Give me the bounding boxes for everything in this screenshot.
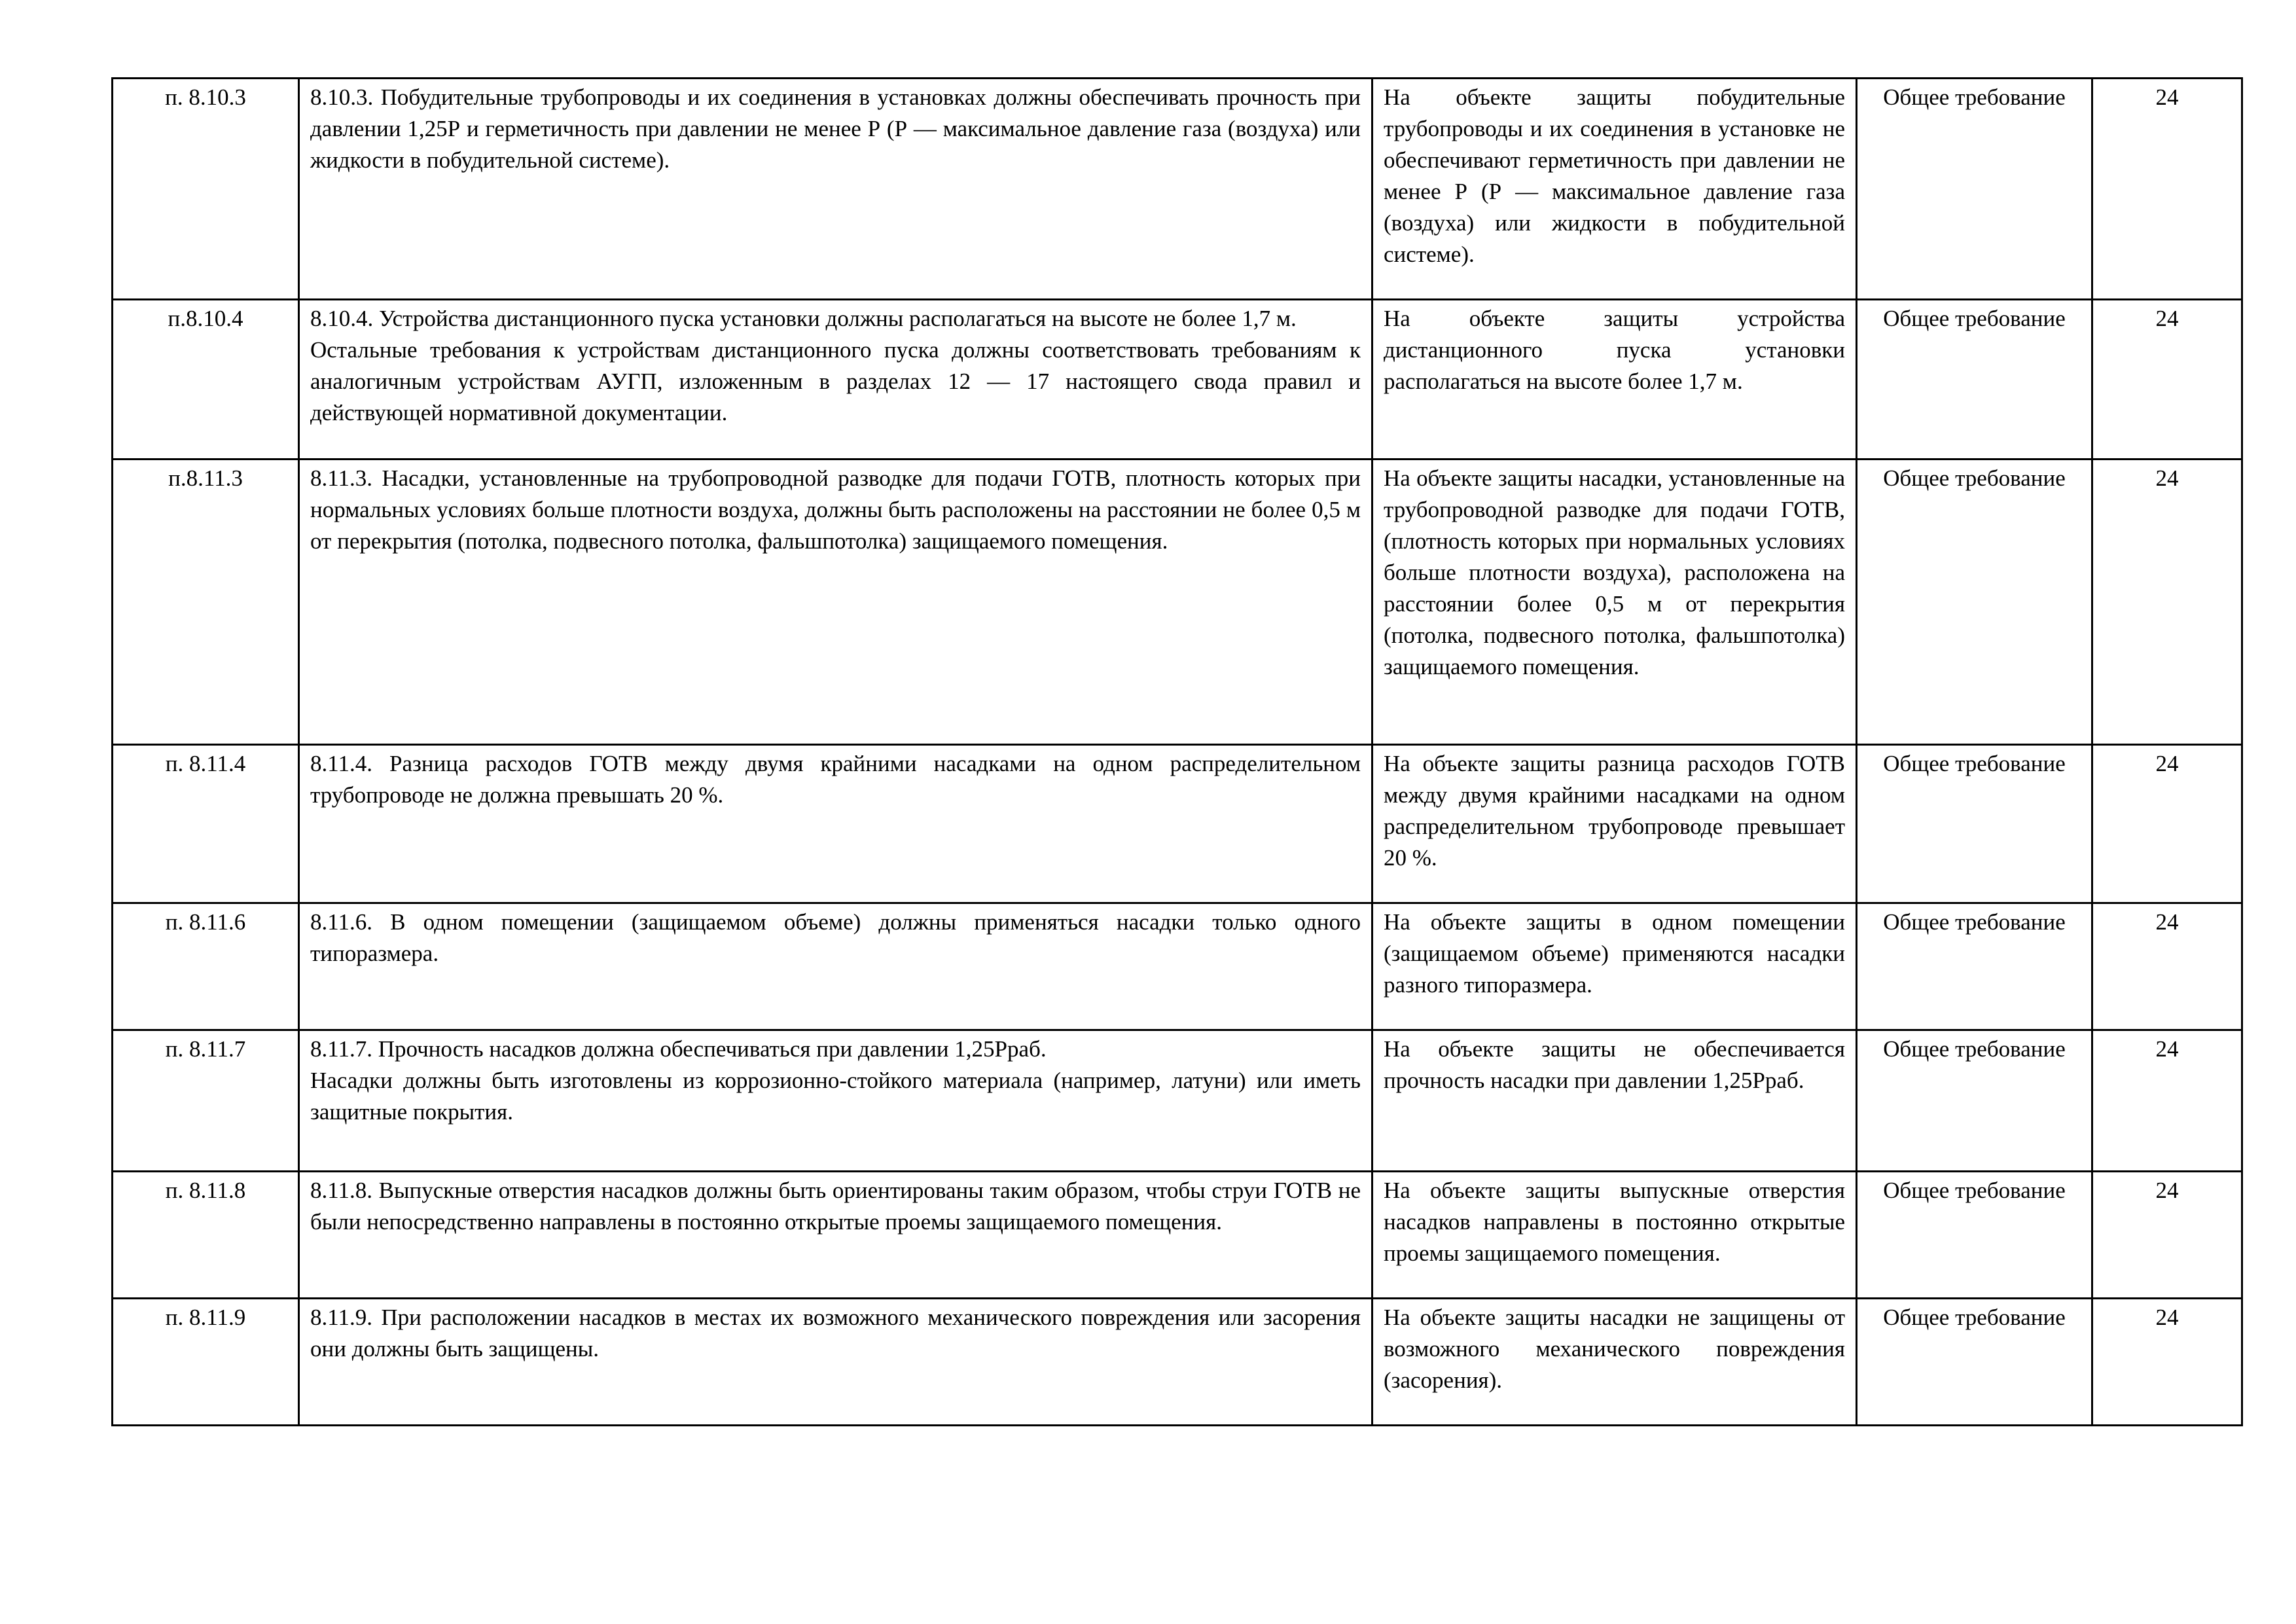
requirement-text-cell <box>299 1172 1372 1299</box>
violation-description-cell: На объекте защиты насадки, установленные на трубопроводной разводке для подачи ГОТВ, (плотность которых при нормальных условиях больше плотности воздуха), расположена на расстоянии более 0,5 м от перекрытия (потолка, подвесного потолка, фальшпотолка) защищаемого помещения. <box>1372 460 1857 745</box>
reference-number-cell: 24 <box>2092 1030 2242 1172</box>
reference-number-cell: 24 <box>2092 745 2242 903</box>
requirement-type-cell: Общее требование <box>1857 460 2092 745</box>
requirement-paragraph: 8.11.6. В одном помещении (защищаемом объеме) должны применяться насадки только одного типоразмера. <box>310 909 1361 966</box>
requirement-type-cell: Общее требование <box>1857 745 2092 903</box>
requirement-type-cell: Общее требование <box>1857 79 2092 300</box>
clause-number-cell: п.8.10.4 <box>113 300 299 460</box>
requirement-type-cell: Общее требование <box>1857 1030 2092 1172</box>
violation-description-cell: На объекте защиты в одном помещении (защищаемом объеме) применяются насадки разного типоразмера. <box>1372 903 1857 1030</box>
violation-description-cell: На объекте защиты побудительные трубопроводы и их соединения в установке не обеспечивают герметичность при давлении не менее Р (Р — максимальное давление газа (воздуха) или жидкости в побудительной системе). <box>1372 79 1857 300</box>
violation-description-cell: На объекте защиты выпускные отверстия насадков направлены в постоянно открытые проемы защищаемого помещения. <box>1372 1172 1857 1299</box>
requirements-table <box>111 77 2243 1426</box>
requirement-paragraph: 8.11.8. Выпускные отверстия насадков должны быть ориентированы таким образом, чтобы струи ГОТВ не были непосредственно направлены в постоянно открытые проемы защищаемого помещения. <box>310 1178 1361 1235</box>
requirement-paragraph: Насадки должны быть изготовлены из коррозионно-стойкого материала (например, латуни) или иметь защитные покрытия. <box>310 1068 1361 1125</box>
requirement-paragraph: Остальные требования к устройствам дистанционного пуска должны соответствовать требованиям к аналогичным устройствам АУГП, изложенным в разделах 12 — 17 настоящего свода правил и действующей нормативной документации. <box>310 337 1361 425</box>
requirement-text-cell <box>299 1030 1372 1172</box>
clause-number-cell: п. 8.10.3 <box>113 79 299 300</box>
violation-description-cell: На объекте защиты разница расходов ГОТВ между двумя крайними насадками на одном распределительном трубопроводе превышает 20 %. <box>1372 745 1857 903</box>
reference-number-cell: 24 <box>2092 460 2242 745</box>
requirement-text-cell <box>299 1299 1372 1426</box>
requirement-paragraph: 8.11.4. Разница расходов ГОТВ между двумя крайними насадками на одном распределительном трубопроводе не должна превышать 20 %. <box>310 751 1361 808</box>
requirement-paragraph: 8.10.4. Устройства дистанционного пуска установки должны располагаться на высоте не более 1,7 м. <box>310 306 1297 331</box>
requirement-paragraph: 8.11.9. При расположении насадков в местах их возможного механического повреждения или засорения они должны быть защищены. <box>310 1305 1361 1362</box>
table-row <box>113 745 2242 903</box>
requirement-text-cell <box>299 300 1372 460</box>
violation-description-cell: На объекте защиты насадки не защищены от возможного механического повреждения (засорения). <box>1372 1299 1857 1426</box>
table-row <box>113 300 2242 460</box>
requirement-type-cell: Общее требование <box>1857 1299 2092 1426</box>
requirement-type-cell: Общее требование <box>1857 903 2092 1030</box>
reference-number-cell: 24 <box>2092 79 2242 300</box>
table-row <box>113 79 2242 300</box>
violation-description-cell: На объекте защиты не обеспечивается прочность насадки при давлении 1,25Рраб. <box>1372 1030 1857 1172</box>
table-row <box>113 903 2242 1030</box>
requirement-text-cell <box>299 79 1372 300</box>
requirement-type-cell: Общее требование <box>1857 1172 2092 1299</box>
table-row <box>113 1299 2242 1426</box>
table-row <box>113 1030 2242 1172</box>
reference-number-cell: 24 <box>2092 1172 2242 1299</box>
requirement-paragraph: 8.10.3. Побудительные трубопроводы и их соединения в установках должны обеспечивать прочность при давлении 1,25Р и герметичность при давлении не менее Р (Р — максимальное давление газа (воздуха) или жидкости в побудительной системе). <box>310 84 1361 173</box>
requirement-paragraph: 8.11.7. Прочность насадков должна обеспечиваться при давлении 1,25Рраб. <box>310 1036 1047 1062</box>
clause-number-cell: п. 8.11.6 <box>113 903 299 1030</box>
clause-number-cell: п.8.11.3 <box>113 460 299 745</box>
clause-number-cell: п. 8.11.9 <box>113 1299 299 1426</box>
requirement-text-cell <box>299 460 1372 745</box>
clause-number-cell: п. 8.11.7 <box>113 1030 299 1172</box>
requirement-type-cell: Общее требование <box>1857 300 2092 460</box>
requirement-paragraph: 8.11.3. Насадки, установленные на трубопроводной разводке для подачи ГОТВ, плотность которых при нормальных условиях больше плотности воздуха, должны быть расположены на расстоянии не более 0,5 м от перекрытия (потолка, подвесного потолка, фальшпотолка) защищаемого помещения. <box>310 465 1361 554</box>
reference-number-cell: 24 <box>2092 1299 2242 1426</box>
reference-number-cell: 24 <box>2092 903 2242 1030</box>
table-row <box>113 1172 2242 1299</box>
clause-number-cell: п. 8.11.8 <box>113 1172 299 1299</box>
reference-number-cell: 24 <box>2092 300 2242 460</box>
violation-description-cell: На объекте защиты устройства дистанционного пуска установки располагаться на высоте более 1,7 м. <box>1372 300 1857 460</box>
requirement-text-cell <box>299 903 1372 1030</box>
clause-number-cell: п. 8.11.4 <box>113 745 299 903</box>
table-row <box>113 460 2242 745</box>
requirement-text-cell <box>299 745 1372 903</box>
